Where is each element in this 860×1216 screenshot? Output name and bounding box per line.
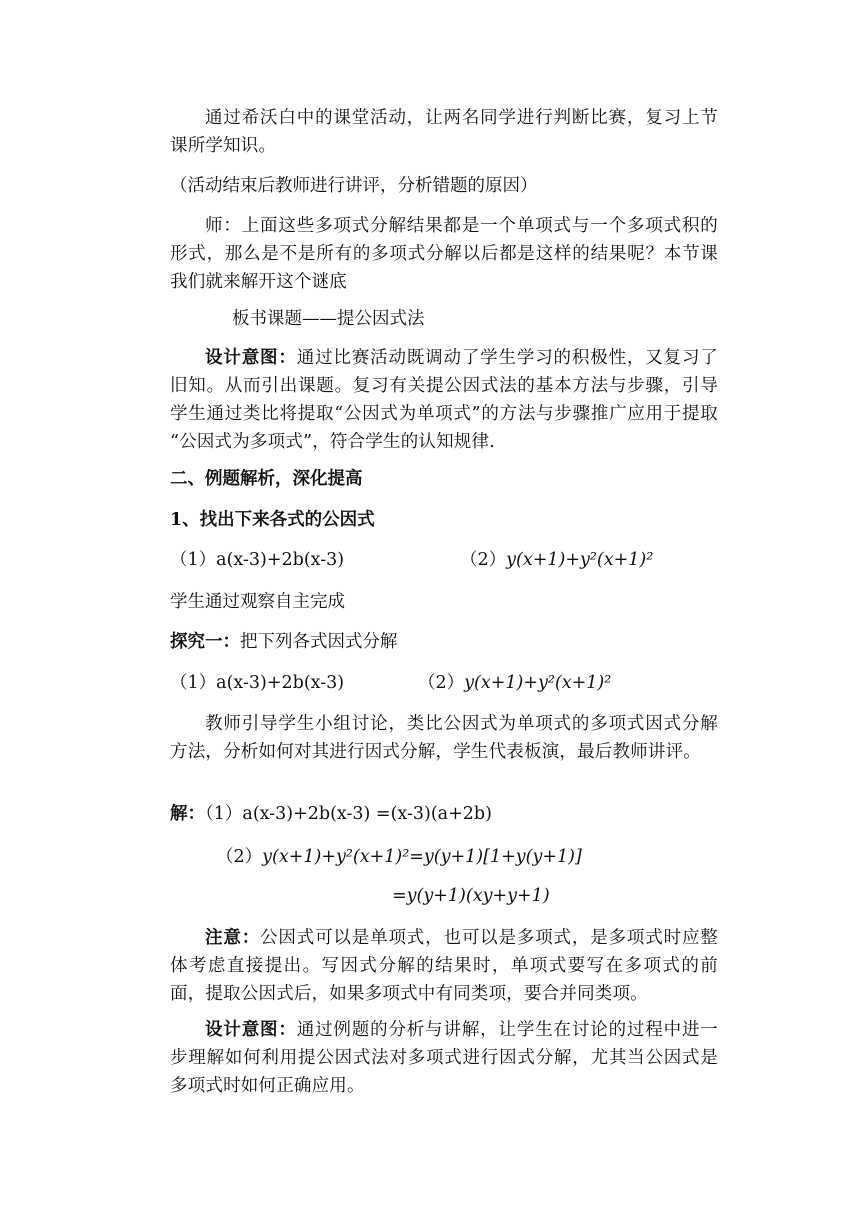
math-expression: y(x+1)+y²(x+1)² [464, 673, 612, 693]
paragraph-activity-note: （活动结束后教师进行讲评，分析错题的原因） [170, 176, 538, 196]
solution-step-1: （1）a(x-3)+2b(x-3) =(x-3)(a+2b) [205, 804, 492, 824]
exercise-1-item-2 [460, 546, 653, 574]
item-number: （2） [460, 550, 507, 570]
explore-one-heading [170, 628, 398, 656]
solution-line-1 [170, 800, 492, 828]
paragraph-teacher-intro: 师：上面这些多项式分解结果都是一个单项式与一个多项式积的形式，那么是不是所有的多项式分解以后都是这样的结果呢？本节课我们就来解开这个谜底 [170, 216, 718, 292]
section-heading-examples: 二、例题解析，深化提高 [170, 469, 363, 489]
explore-item-2 [418, 669, 611, 697]
paragraph-design-intent-2 [170, 1016, 718, 1100]
design-intent-label: 设计意图： [205, 348, 297, 368]
math-expression: y(x+1)+y²(x+1)² [506, 550, 654, 570]
solution-label: 解： [170, 804, 205, 824]
paragraph-review: 通过希沃白中的课堂活动，让两名同学进行判断比赛，复习上节课所学知识。 [170, 108, 718, 156]
design-intent-text: 通过比赛活动既调动了学生学习的积极性，又复习了旧知。从而引出课题。复习有关提公因式法的基本方法与步骤，引导学生通过类比将提取“公因式为单项式”的方法与步骤推广应用于提取 “公因式为多项式”，符合学生的认知规律. [170, 348, 719, 452]
math-expression: y(x+1)+y²(x+1)²=y(y+1)[1+y(y+1)] [262, 847, 582, 867]
subheading-common-factor: 1、找出下来各式的公因式 [170, 510, 375, 530]
explore-item-1: （1）a(x-3)+2b(x-3) [170, 673, 345, 693]
solution-line-3: =y(y+1)(xy+y+1) [392, 886, 550, 906]
note-label: 注意： [205, 928, 261, 948]
item-number: （2） [216, 847, 263, 867]
exercise-1-item-1: （1）a(x-3)+2b(x-3) [170, 550, 345, 570]
solution-line-2 [216, 843, 582, 871]
design-intent-text: 通过例题的分析与讲解，让学生在讨论的过程中进一步理解如何利用提公因式法对多项式进行因式分解，尤其当公因式是多项式时如何正确应用。 [170, 1020, 719, 1096]
paragraph-group-discussion: 教师引导学生小组讨论，类比公因式为单项式的多项式因式分解方法，分析如何对其进行因式分解，学生代表板演，最后教师讲评。 [170, 714, 718, 762]
paragraph-student-self-study: 学生通过观察自主完成 [170, 592, 345, 612]
note-text: 公因式可以是单项式，也可以是多项式，是多项式时应整体考虑直接提出。写因式分解的结果时，单项式要写在多项式的前面，提取公因式后，如果多项式中有同类项，要合并同类项。 [170, 928, 719, 1004]
paragraph-board-title: 板书课题——提公因式法 [232, 309, 425, 329]
design-intent-label: 设计意图： [205, 1020, 297, 1040]
paragraph-note [170, 924, 718, 1008]
item-number: （2） [418, 673, 465, 693]
paragraph-design-intent-1 [170, 344, 718, 456]
explore-label: 探究一： [170, 632, 240, 652]
explore-text: 把下列各式因式分解 [240, 632, 398, 652]
